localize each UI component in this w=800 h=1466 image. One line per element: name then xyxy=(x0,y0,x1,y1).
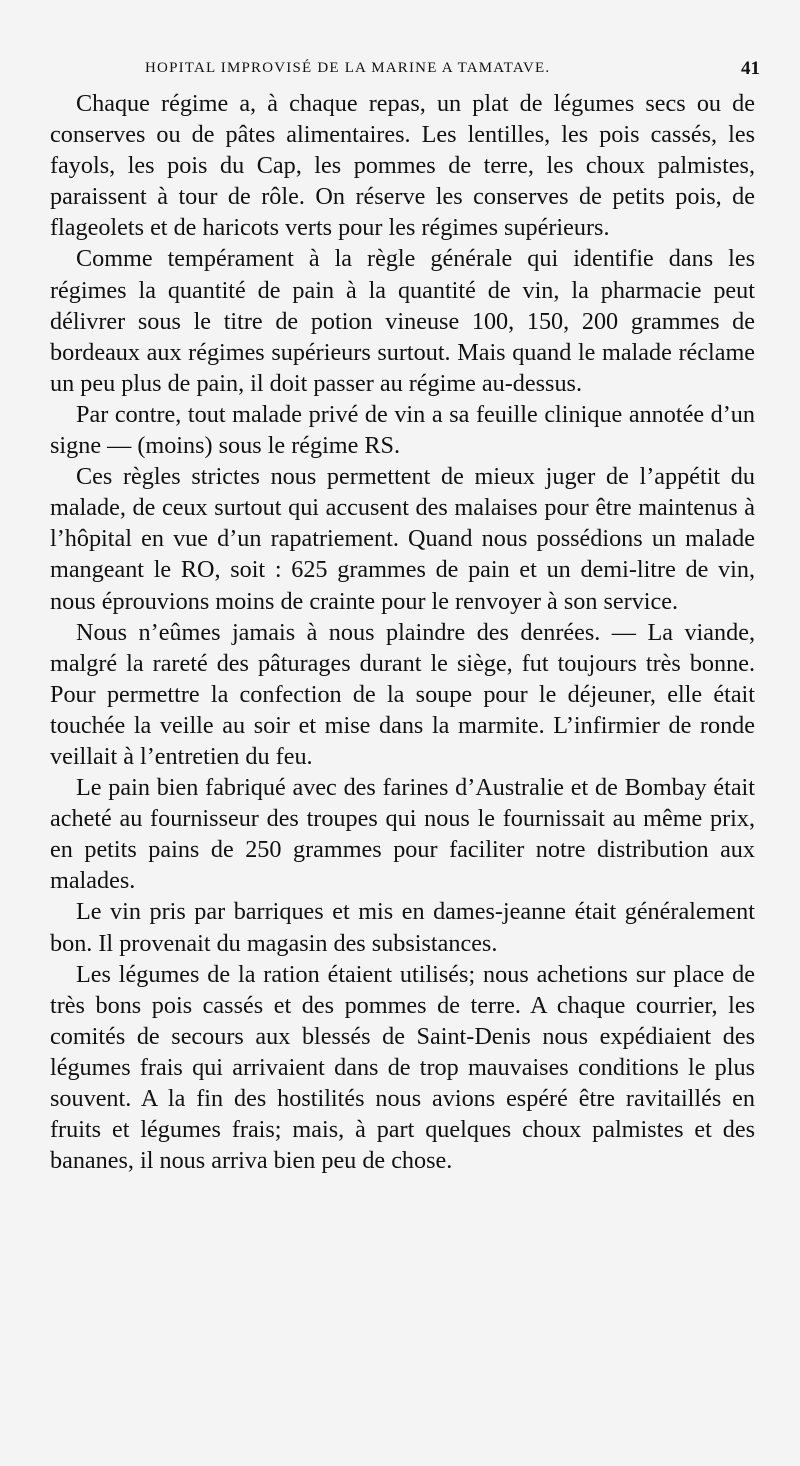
body-text xyxy=(50,88,755,1176)
paragraph: Ces règles strictes nous permettent de mieux juger de l’appétit du malade, de ceux surtout qui accusent des malaises pour être maintenus à l’hôpital en vue d’un rapatriement. Quand nous possédions un malade mangeant le RO, soit : 625 grammes de pain et un demi-litre de vin, nous éprouvions moins de crainte pour le renvoyer à son service. xyxy=(50,463,755,615)
page-number: 41 xyxy=(741,58,760,79)
paragraph: Le pain bien fabriqué avec des farines d’Australie et de Bombay était acheté au fournisseur des troupes qui nous le fournissait au même prix, en petits pains de 250 grammes pour faciliter notre distribution aux malades. xyxy=(50,774,755,895)
page-header xyxy=(50,60,760,90)
running-title: HOPITAL IMPROVISÉ DE LA MARINE A TAMATAVE. xyxy=(145,60,551,76)
paragraph: Les légumes de la ration étaient utilisés; nous achetions sur place de très bons pois cassés et des pommes de terre. A chaque courrier, les comités de secours aux blessés de Saint-Denis nous expédiaient des légumes frais qui arrivaient dans de trop mauvaises conditions le plus souvent. A la fin des hostilités nous avions espéré être ravitaillés en fruits et légumes frais; mais, à part quelques choux palmistes et des bananes, il nous arriva bien peu de chose. xyxy=(50,960,755,1175)
paragraph: Chaque régime a, à chaque repas, un plat de légumes secs ou de conserves ou de pâtes alimentaires. Les lentilles, les pois cassés, les fayols, les pois du Cap, les pommes de terre, les choux palmistes, paraissent à tour de rôle. On réserve les conserves de petits pois, de flageolets et de haricots verts pour les régimes supérieurs. xyxy=(50,90,755,242)
paragraph: Comme tempérament à la règle générale qui identifie dans les régimes la quantité de pain à la quantité de vin, la pharmacie peut délivrer sous le titre de potion vineuse 100, 150, 200 grammes de bordeaux aux régimes supérieurs surtout. Mais quand le malade réclame un peu plus de pain, il doit passer au régime au-dessus. xyxy=(50,245,755,397)
paragraph: Par contre, tout malade privé de vin a sa feuille clinique annotée d’un signe — (moins) sous le régime RS. xyxy=(50,400,755,460)
paragraph: Nous n’eûmes jamais à nous plaindre des denrées. — La viande, malgré la rareté des pâturages durant le siège, fut toujours très bonne. Pour permettre la confection de la soupe pour le déjeuner, elle était touchée la veille au soir et mise dans la marmite. L’infirmier de ronde veillait à l’entretien du feu. xyxy=(50,618,755,770)
paragraph: Le vin pris par barriques et mis en dames-jeanne était généralement bon. Il provenait du magasin des subsistances. xyxy=(50,898,755,957)
